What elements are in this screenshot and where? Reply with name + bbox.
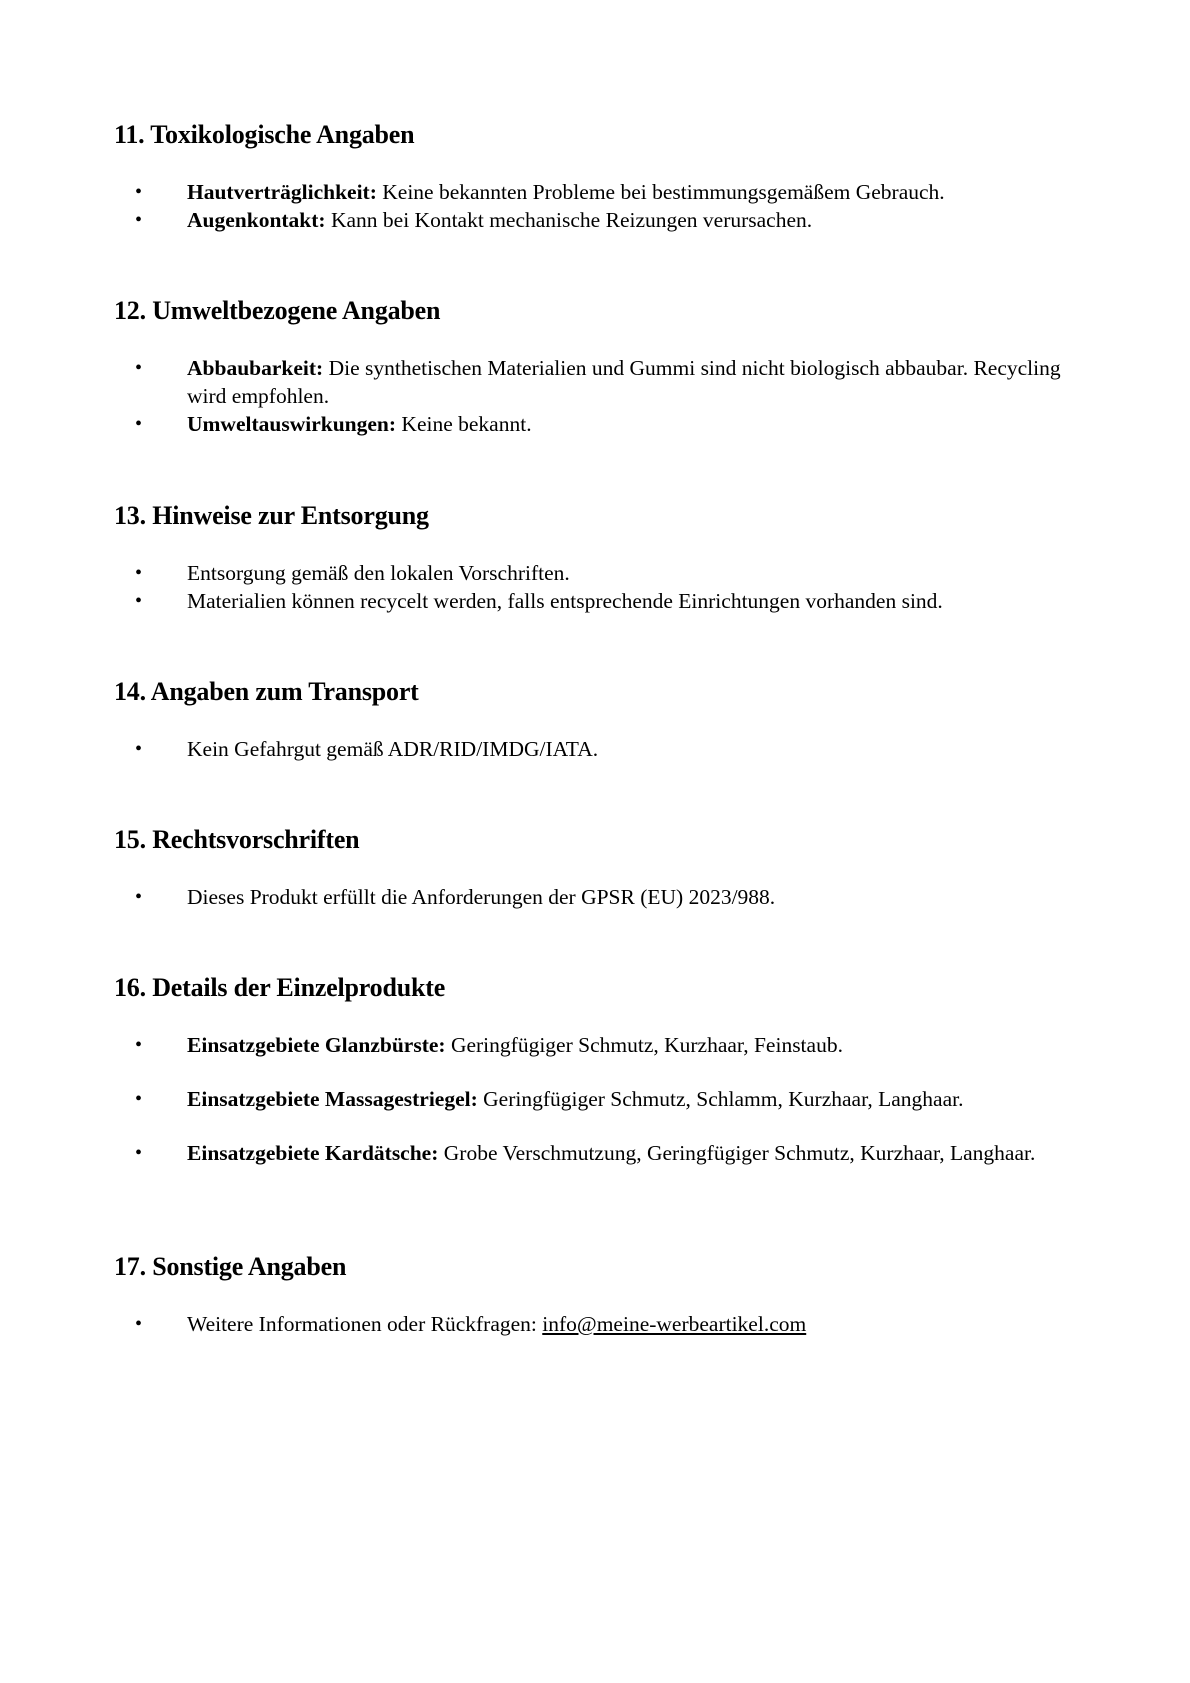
item-label: Hautverträglichkeit: xyxy=(187,180,377,204)
item-label: Augenkontakt: xyxy=(187,208,326,232)
item-text: Entsorgung gemäß den lokalen Vorschriften. xyxy=(187,561,570,585)
bullet-list xyxy=(114,1031,1074,1167)
item-label: Einsatzgebiete Glanzbürste: xyxy=(187,1033,446,1057)
bullet-icon: • xyxy=(135,1034,143,1056)
item-text: Weitere Informationen oder Rückfragen: xyxy=(187,1312,543,1336)
item-text: Geringfügiger Schmutz, Schlamm, Kurzhaar, Langhaar. xyxy=(477,1087,964,1111)
section-rechtsvorschriften xyxy=(114,825,1074,911)
bullet-icon: • xyxy=(135,357,143,379)
bullet-icon: • xyxy=(135,1088,143,1110)
item-text: Grobe Verschmutzung, Geringfügiger Schmutz, Kurzhaar, Langhaar. xyxy=(438,1141,1036,1165)
list-item xyxy=(114,1031,1074,1059)
item-text: Geringfügiger Schmutz, Kurzhaar, Feinstaub. xyxy=(445,1033,843,1057)
bullet-icon: • xyxy=(135,1142,143,1164)
section-hinweise-zur-entsorgung xyxy=(114,501,1074,615)
bullet-list xyxy=(114,559,1074,615)
list-item xyxy=(114,587,1074,615)
section-umweltbezogene-angaben xyxy=(114,296,1074,438)
bullet-icon: • xyxy=(135,413,143,435)
item-label: Abbaubarkeit: xyxy=(187,356,324,380)
email-link[interactable]: info@meine-werbeartikel.com xyxy=(542,1312,807,1336)
bullet-icon: • xyxy=(135,886,143,908)
section-toxikologische-angaben xyxy=(114,120,1074,234)
bullet-list xyxy=(114,1310,1074,1338)
bullet-list xyxy=(114,178,1074,234)
list-item xyxy=(114,559,1074,587)
section-heading: 13. Hinweise zur Entsorgung xyxy=(114,501,429,530)
item-text: Die synthetischen Materialien und Gummi sind nicht biologisch abbaubar. Recycling wird empfohlen. xyxy=(187,356,1061,408)
bullet-icon: • xyxy=(135,209,143,231)
bullet-icon: • xyxy=(135,562,143,584)
section-angaben-zum-transport xyxy=(114,677,1074,763)
list-item xyxy=(114,1085,1074,1113)
list-item xyxy=(114,883,1074,911)
item-label: Einsatzgebiete Massagestriegel: xyxy=(187,1087,478,1111)
item-text: Kann bei Kontakt mechanische Reizungen verursachen. xyxy=(325,208,813,232)
item-label: Umweltauswirkungen: xyxy=(187,412,397,436)
item-label: Einsatzgebiete Kardätsche: xyxy=(187,1141,439,1165)
list-item xyxy=(114,178,1074,206)
item-text: Dieses Produkt erfüllt die Anforderungen der GPSR (EU) 2023/988. xyxy=(187,885,776,909)
bullet-list xyxy=(114,735,1074,763)
section-details-der-einzelprodukte xyxy=(114,973,1074,1167)
item-text: Kein Gefahrgut gemäß ADR/RID/IMDG/IATA. xyxy=(187,737,599,761)
section-heading: 17. Sonstige Angaben xyxy=(114,1252,347,1281)
section-heading: 15. Rechtsvorschriften xyxy=(114,825,360,854)
section-heading: 14. Angaben zum Transport xyxy=(114,677,419,706)
section-heading: 16. Details der Einzelprodukte xyxy=(114,973,446,1002)
bullet-icon: • xyxy=(135,1313,143,1335)
list-item xyxy=(114,354,1074,410)
section-heading: 12. Umweltbezogene Angaben xyxy=(114,296,441,325)
item-text: Keine bekannt. xyxy=(396,412,532,436)
bullet-list xyxy=(114,883,1074,911)
section-sonstige-angaben xyxy=(114,1252,1074,1338)
section-heading: 11. Toxikologische Angaben xyxy=(114,120,415,149)
bullet-list xyxy=(114,354,1074,438)
list-item xyxy=(114,1139,1074,1167)
item-text: Keine bekannten Probleme bei bestimmungsgemäßem Gebrauch. xyxy=(376,180,945,204)
list-item xyxy=(114,735,1074,763)
list-item xyxy=(114,206,1074,234)
bullet-icon: • xyxy=(135,738,143,760)
bullet-icon: • xyxy=(135,590,143,612)
list-item xyxy=(114,1310,1074,1338)
bullet-icon: • xyxy=(135,181,143,203)
list-item xyxy=(114,410,1074,438)
item-text: Materialien können recycelt werden, falls entsprechende Einrichtungen vorhanden sind. xyxy=(187,589,943,613)
